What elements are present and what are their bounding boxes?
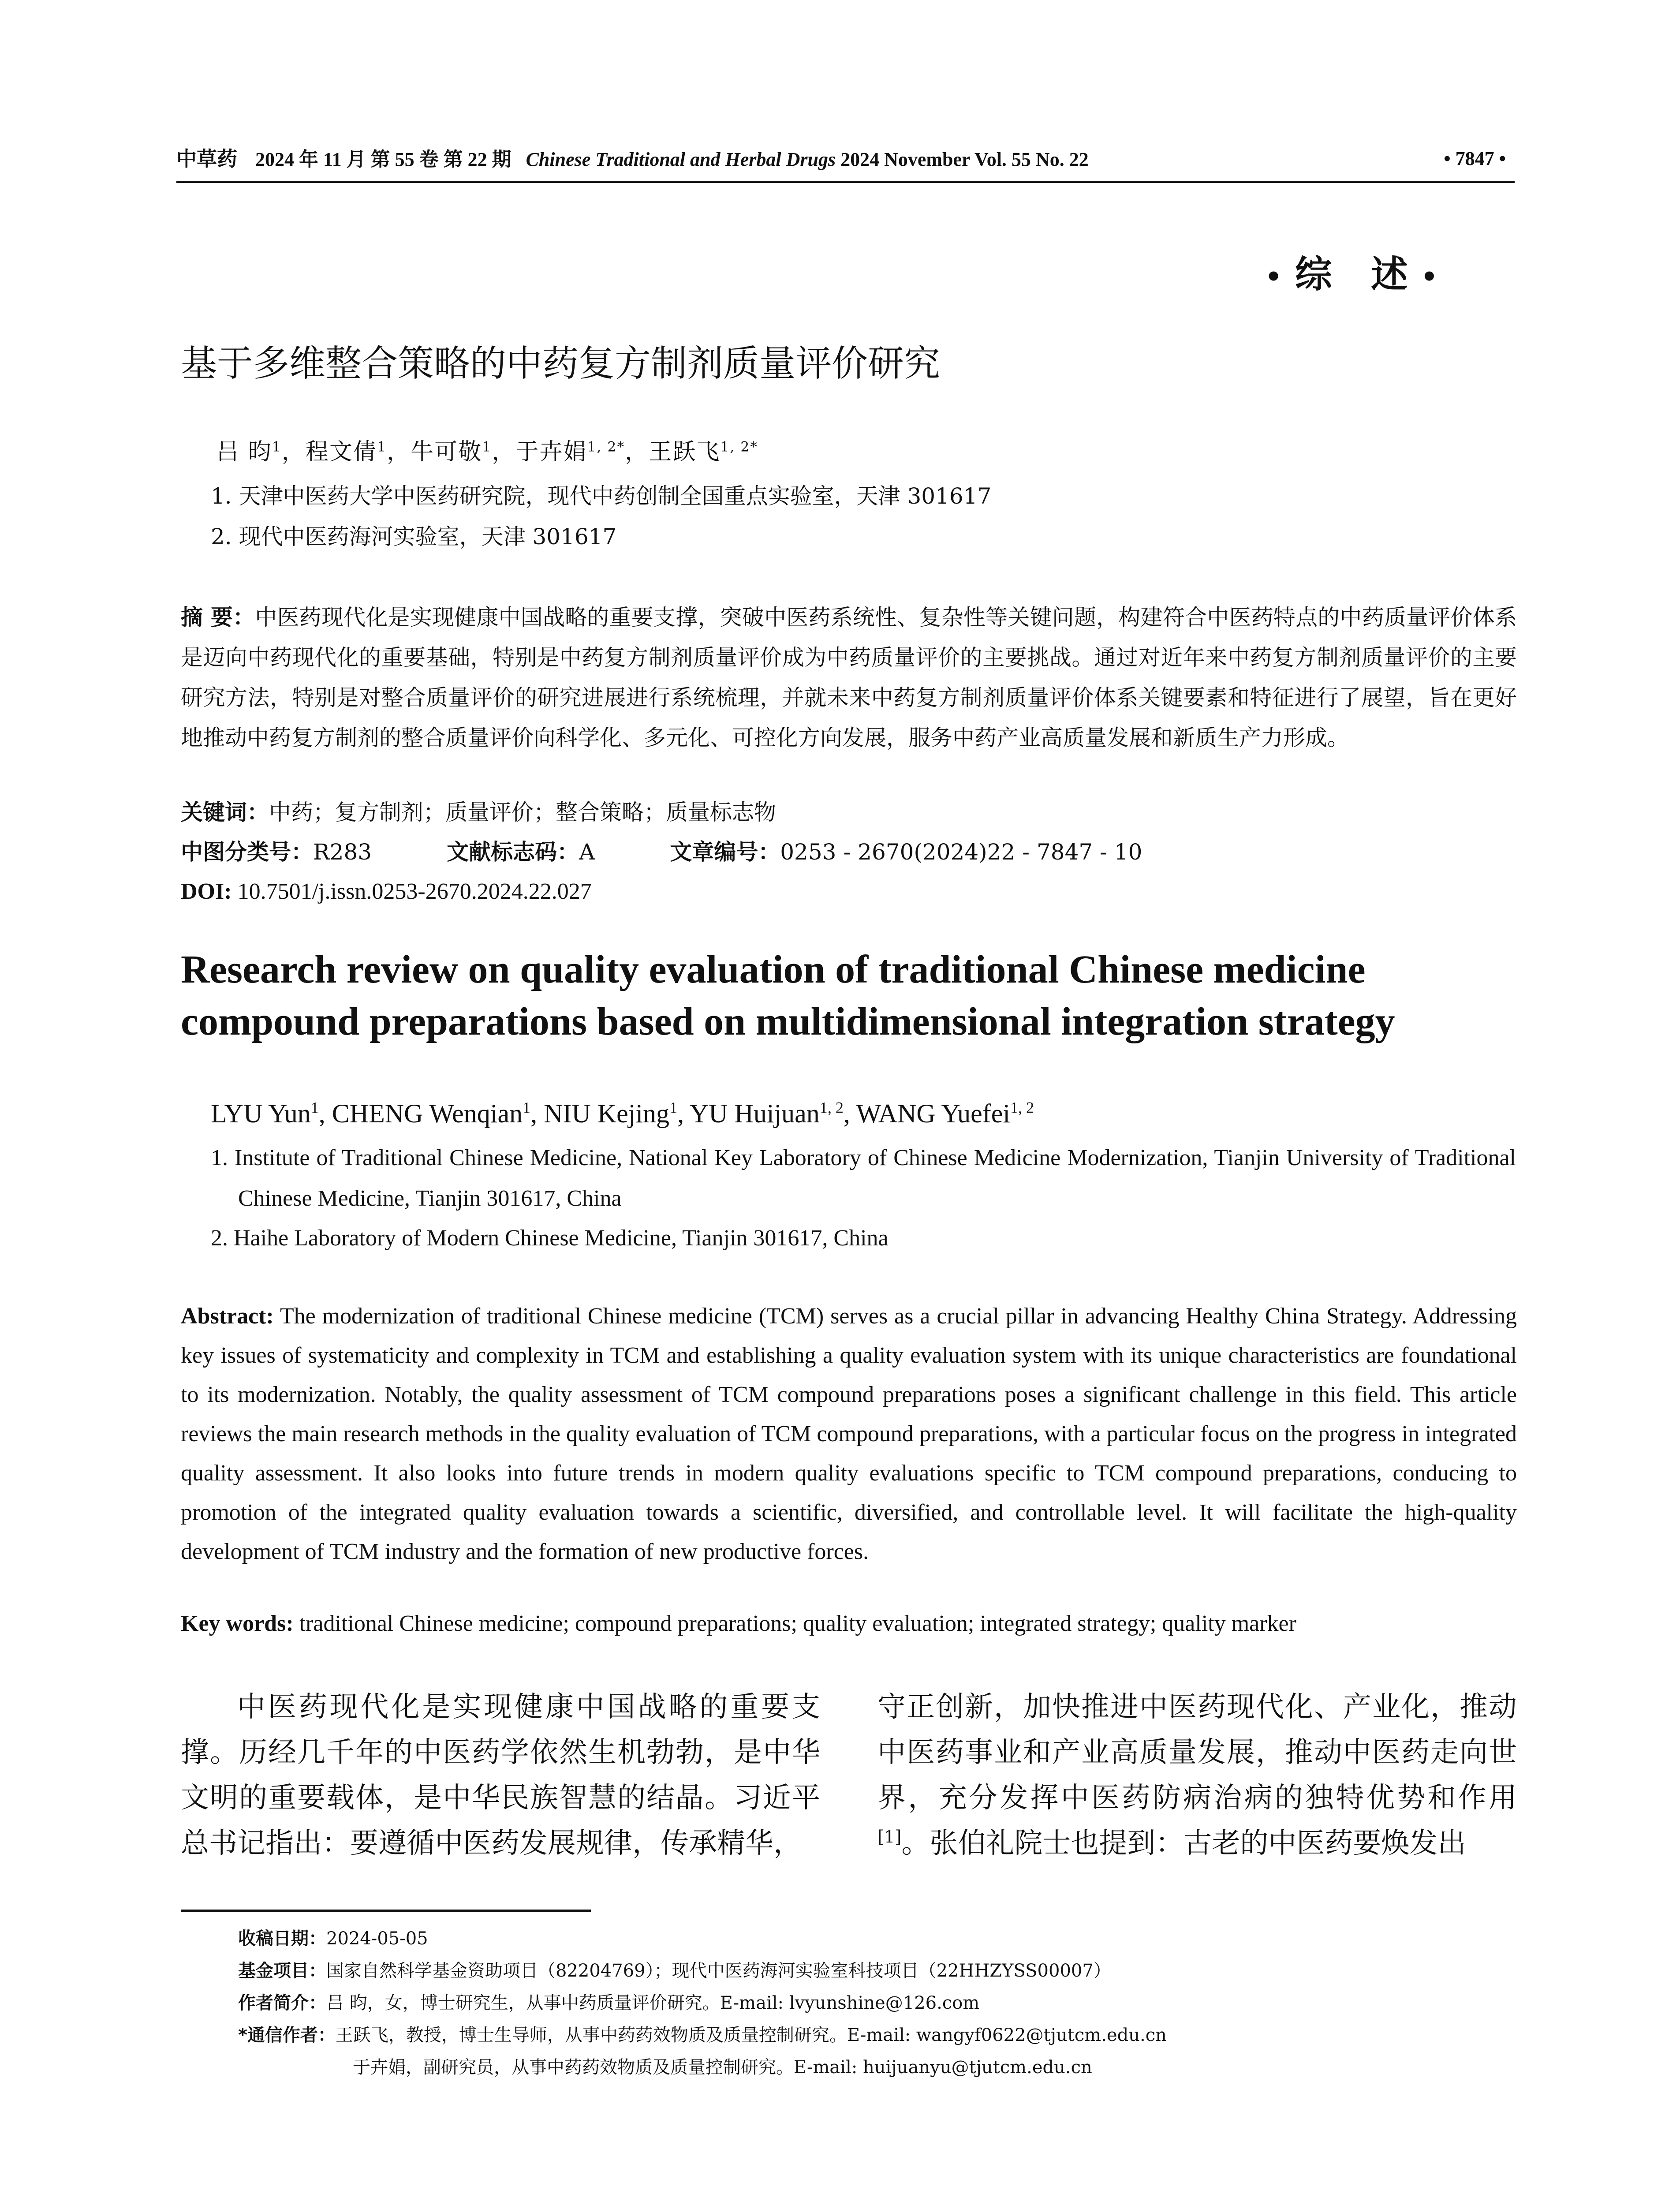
keywords-cn-text: 中药；复方制剂；质量评价；整合策略；质量标志物: [269, 800, 776, 825]
footnote-label: 作者简介：: [238, 1993, 326, 2013]
footnote-label: 收稿日期：: [238, 1928, 326, 1949]
article-title-cn: 基于多维整合策略的中药复方制剂质量评价研究: [181, 343, 941, 385]
affiliation-cn-2: 2. 现代中医药海河实验室，天津 301617: [211, 524, 617, 549]
affiliation-en-1: [211, 1138, 1516, 1219]
article-no-value: 0253 - 2670(2024)22 - 7847 - 10: [780, 839, 1142, 865]
author-name: 于卉娟: [515, 439, 587, 465]
keywords-en-text: traditional Chinese medicine; compound preparations; quality evaluation; integrated strategy; quality marker: [299, 1611, 1296, 1636]
journal-name-cn: 中草药: [176, 147, 237, 171]
author-affiliation-mark: 1, 2: [1010, 1099, 1034, 1117]
author-affiliation-mark: 1, 2: [819, 1099, 844, 1117]
abstract-cn-label: 摘 要：: [181, 605, 255, 630]
footnote-author-bio: [238, 1987, 979, 2019]
article-title-en: Research review on quality evaluation of traditional Chinese medicine compound preparations based on multidimensional integration strategy: [181, 948, 1395, 1043]
bullet-icon: •: [1265, 262, 1295, 293]
bullet-icon: •: [1421, 262, 1451, 293]
journal-name-en: Chinese Traditional and Herbal Drugs: [526, 149, 836, 170]
footnote-text: 国家自然科学基金资助项目（82204769）；现代中医药海河实验室科技项目（22HHZYSS00007）: [326, 1961, 1111, 1981]
keywords-cn-label: 关键词：: [181, 800, 269, 825]
footnote-text: 吕 昀，女，博士研究生，从事中药质量评价研究。E-mail: lvyunshine@126.com: [326, 1993, 980, 2013]
doc-code-value: A: [579, 839, 595, 865]
doi-label: DOI:: [181, 879, 232, 904]
author-name: 牛可敬: [411, 439, 482, 465]
section-label: [1265, 245, 1451, 298]
running-header: [176, 140, 1515, 183]
footnote-text: 王跃飞，教授，博士生导师，从事中药药效物质及质量控制研究。E-mail: wangyf0622@tjutcm.edu.cn: [335, 2025, 1167, 2045]
clc-value: R283: [313, 839, 372, 865]
author-affiliation-mark: 1: [272, 439, 282, 455]
abstract-en-label: Abstract:: [181, 1304, 274, 1329]
keywords-cn: [181, 795, 776, 830]
affiliation-en-1-text: 1. Institute of Traditional Chinese Medicine, National Key Laboratory of Chinese Medicine Modernization, Tianjin University of Traditional Chinese Medicine, Tianjin 301617, China: [211, 1145, 1516, 1211]
author-name: YU Huijuan: [689, 1099, 820, 1128]
reference-citation[interactable]: [1]: [877, 1827, 902, 1847]
author-affiliation-mark: 1: [523, 1099, 531, 1117]
footnote-label: *通信作者：: [238, 2025, 336, 2045]
body-text: 。张伯礼院士也提到：古老的中医药要焕发出: [901, 1827, 1466, 1860]
abstract-cn-text: 中医药现代化是实现健康中国战略的重要支撑，突破中医药系统性、复杂性等关键问题，构建符合中医药特点的中药质量评价体系是迈向中药现代化的重要基础，特别是中药复方制剂质量评价成为中药质量评价的主要挑战。通过对近年来中药复方制剂质量评价的主要研究方法，特别是对整合质量评价的研究进展进行系统梳理，并就未来中药复方制剂质量评价体系关键要素和特征进行了展望，旨在更好地推动中药复方制剂的整合质量评价向科学化、多元化、可控化方向发展，服务中药产业高质量发展和新质生产力形成。: [181, 605, 1517, 751]
footnote-label: 基金项目：: [238, 1961, 326, 1981]
footnote-received: [238, 1923, 428, 1955]
abstract-cn: [181, 598, 1517, 758]
author-name: WANG Yuefei: [856, 1099, 1011, 1128]
abstract-en: [181, 1297, 1517, 1571]
author-list-cn: 吕 昀$^1$，程文倩$^1$，牛可敬$^1$，于卉娟$^{1, 2*}$，王跃飞$^{1, 2*}$: [216, 439, 758, 465]
abstract-en-text: The modernization of traditional Chinese medicine (TCM) serves as a crucial pillar in advancing Healthy China Strategy. Addressing key issues of systematicity and complexity in TCM and establishing a quality evaluation system with its unique characteristics are foundational to its modernization. Notably, the quality assessment of TCM compound preparations poses a significant challenge in this field. This article reviews the main research methods in the quality evaluation of TCM compound preparations, with a particular focus on the progress in integrated quality assessment. It also looks into future trends in modern quality evaluations specific to TCM compound preparations, conducing to promotion of the integrated quality evaluation towards a scientific, diversified, and controllable level. It will facilitate the high-quality development of TCM industry and the formation of new productive forces.: [181, 1304, 1517, 1564]
footnote-funding: [238, 1955, 1111, 1987]
footnote-corresponding-2: 于卉娟，副研究员，从事中药药效物质及质量控制研究。E-mail: huijuanyu@tjutcm.edu.cn: [353, 2057, 1092, 2078]
section-label-text: 综 述: [1295, 253, 1421, 296]
issue-cn: 2024 年 11 月 第 55 卷 第 22 期: [255, 149, 511, 170]
author-affiliation-mark: 1: [310, 1099, 319, 1117]
author-name: 王跃飞: [649, 439, 721, 465]
keywords-en: [181, 1606, 1296, 1641]
page-number: • 7847 •: [1444, 148, 1506, 169]
clc-label: 中图分类号：: [181, 839, 313, 865]
doc-code-label: 文献标志码：: [447, 839, 579, 865]
issue-en: 2024 November Vol. 55 No. 22: [840, 149, 1089, 170]
author-affiliation-mark: 1: [669, 1099, 678, 1117]
keywords-en-label: Key words:: [181, 1611, 294, 1636]
body-text: 守正创新，加快推进中医药现代化、产业化，推动中医药事业和产业高质量发展，推动中医药走向世界，充分发挥中医药防病治病的独特优势和作用: [877, 1691, 1517, 1814]
body-column-left: 中医药现代化是实现健康中国战略的重要支撑。历经几千年的中医药学依然生机勃勃，是中华文明的重要载体，是中华民族智慧的结晶。习近平总书记指出：要遵循中医药发展规律，传承精华，: [181, 1691, 820, 1860]
author-affiliation-mark: 1, 2*: [720, 439, 758, 455]
journal-citation-line: [176, 146, 1089, 173]
doi-line: [181, 874, 592, 909]
author-name: LYU Yun: [211, 1099, 311, 1128]
affiliation-en-2: 2. Haihe Laboratory of Modern Chinese Medicine, Tianjin 301617, China: [211, 1226, 889, 1251]
body-column-right: [877, 1685, 1517, 1866]
affiliation-cn-1: 1. 天津中医药大学中医药研究院，现代中药创制全国重点实验室，天津 301617: [211, 483, 992, 509]
author-affiliation-mark: 1, 2*: [587, 439, 625, 455]
author-affiliation-mark: 1: [377, 439, 387, 455]
doi-value[interactable]: 10.7501/j.issn.0253-2670.2024.22.027: [237, 879, 592, 904]
author-name: CHENG Wenqian: [332, 1099, 523, 1128]
author-list-en: LYU Yun$^1$, CHENG Wenqian$^1$, NIU Kejing$^1$, YU Huijuan$^{1, 2}$, WANG Yuefei$^{1, 2}$: [211, 1099, 1034, 1128]
author-name: 吕 昀: [216, 439, 272, 465]
footnote-divider: [181, 1910, 591, 1912]
footnote-corresponding: [238, 2019, 1167, 2051]
author-name: 程文倩: [305, 439, 377, 465]
author-affiliation-mark: 1: [482, 439, 492, 455]
classification-line: [181, 834, 1142, 870]
article-no-label: 文章编号：: [670, 839, 780, 865]
author-name: NIU Kejing: [544, 1099, 670, 1128]
footnote-text: 2024-05-05: [326, 1928, 428, 1949]
